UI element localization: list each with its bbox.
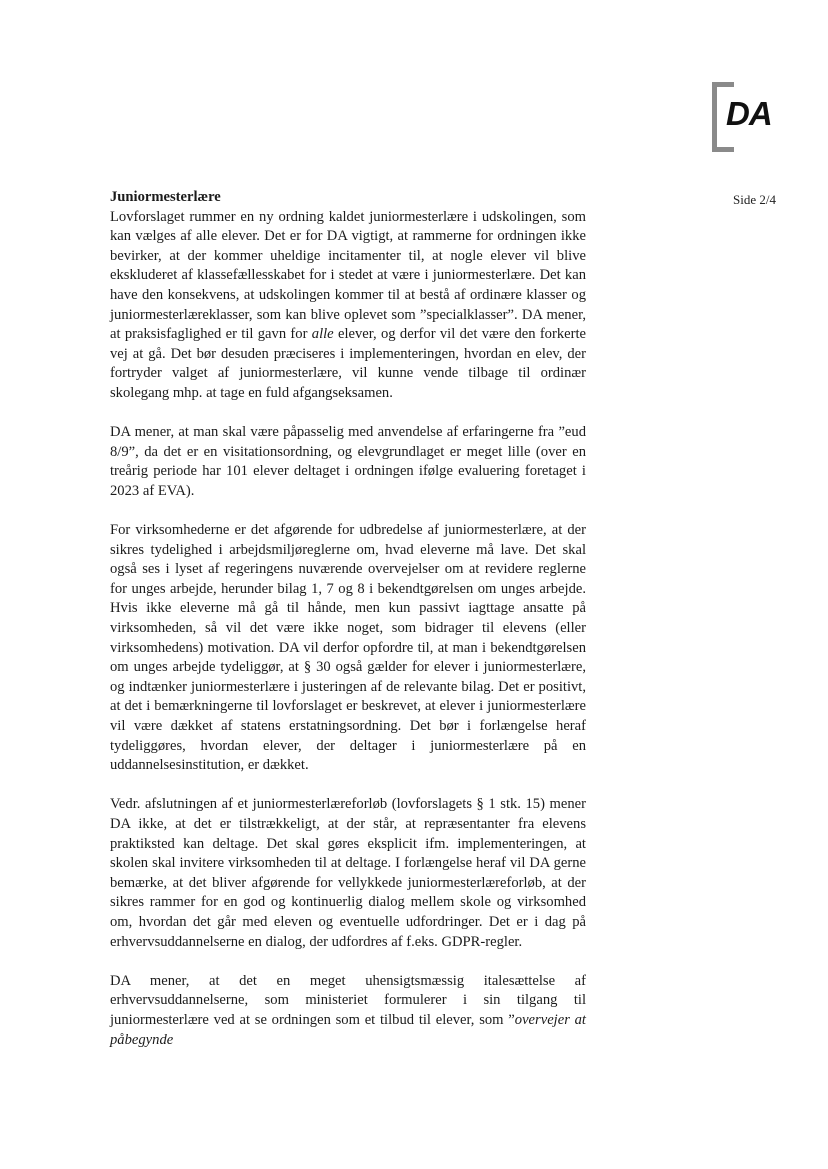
paragraph-1-emphasis: alle xyxy=(311,326,334,343)
logo-bracket-bottom xyxy=(712,147,734,152)
logo-bracket-side xyxy=(712,82,717,152)
logo-text: DA xyxy=(726,95,772,132)
paragraph-2: DA mener, at man skal være påpasselig med anvendelse af erfaringerne fra ”eud 8/9”, da det er en visitationsordning, og elevgrundlaget er meget lille (over en treårig periode har 101 elever deltaget i ordningen ifølge evaluering foretaget i 2023 af EVA). xyxy=(110,424,586,499)
paragraph-4: Vedr. afslutningen af et juniormesterlæreforløb (lovforslagets § 1 stk. 15) mener DA ikke, at det er tilstrækkeligt, at der står, at repræsentanter fra elevens praktiksted kan deltage. Det skal gøres eksplicit ifm. implementeringen, at skolen skal invitere virksomheden til at deltage. I forlængelse heraf vil DA gerne bemærke, at det bliver afgørende for vellykkede juniormesterlæreforløb, at der sikres rammer for en god og kontinuerlig dialog mellem skole og virksomhed om, hvordan det går med eleven og eventuelle udfordringer. Det er i dag på erhvervsuddannelserne en dialog, der udfordres af f.eks. GDPR-regler. xyxy=(110,796,586,950)
paragraph-5 xyxy=(110,972,586,1050)
paragraph-1-text-a: Lovforslaget rummer en ny ordning kaldet juniormesterlære i udskolingen, som kan vælges af alle elever. Det er for DA vigtigt, at rammerne for ordningen ikke bevirker, at der kommer uheldige incitamenter til, at nogle elever vil blive ekskluderet af klassefællesskabet for i stedet at være i juniormesterlære. Det kan have den konsekvens, at udskolingen kommer til at bestå af ordinære klasser og juniormesterlæreklasser, som kan blive oplevet som ”specialklasser”. DA mener, at praksisfaglighed er til gavn for xyxy=(110,208,586,343)
paragraph-5-emphasis: overvejer at påbegynde xyxy=(110,1011,586,1048)
paragraph-3: For virksomhederne er det afgørende for udbredelse af juniormesterlære, at der sikres tydelighed i arbejdsmiljøreglerne om, hvad eleverne må lave. Det skal også ses i lyset af regeringens nuværende overvejelser om at revidere reglerne for unges arbejde, herunder bilag 1, 7 og 8 i bekendtgørelsen om unges arbejde. Hvis ikke eleverne må gå til hånde, men kun passivt iagttage ansatte på virksomheden, så vil det være ikke noget, som bidrager til elevens (eller virksomhedens) motivation. DA vil derfor opfordre til, at man i bekendtgørelsen om unges arbejde tydeliggør, at § 30 også gælder for elever i juniormesterlære, og indtænker juniormesterlære i justeringen af de relevante bilag. Det er positivt, at det i bemærkningerne til lovforslaget er beskrevet, at elever i juniormesterlære vil være dækket af statens erstatningsordning. Det bør i forlængelse heraf tydeliggøres, hvordan elever, der deltager i juniormesterlære på en uddannelsesinstitution, er dækket. xyxy=(110,522,586,774)
paragraph-1 xyxy=(110,208,586,404)
document-body xyxy=(110,188,586,1050)
page-number: Side 2/4 xyxy=(733,192,776,207)
da-logo xyxy=(712,82,778,152)
paragraph-1-text-b: elever, og derfor vil det være den forkerte vej at gå. Det bør desuden præciseres i implementeringen, hvordan en elev, der fortryder valget af juniormesterlære, vil kunne vende tilbage til ordinær skolegang mhp. at tage en fuld afgangseksamen. xyxy=(110,326,587,401)
section-heading: Juniormesterlære xyxy=(110,189,221,205)
paragraph-5-text: DA mener, at det en meget uhensigtsmæssig italesættelse af erhvervsuddannelserne, som ministeriet formulerer i sin tilgang til juniormesterlære ved at se ordningen som et tilbud til elever, som ” xyxy=(110,972,586,1028)
